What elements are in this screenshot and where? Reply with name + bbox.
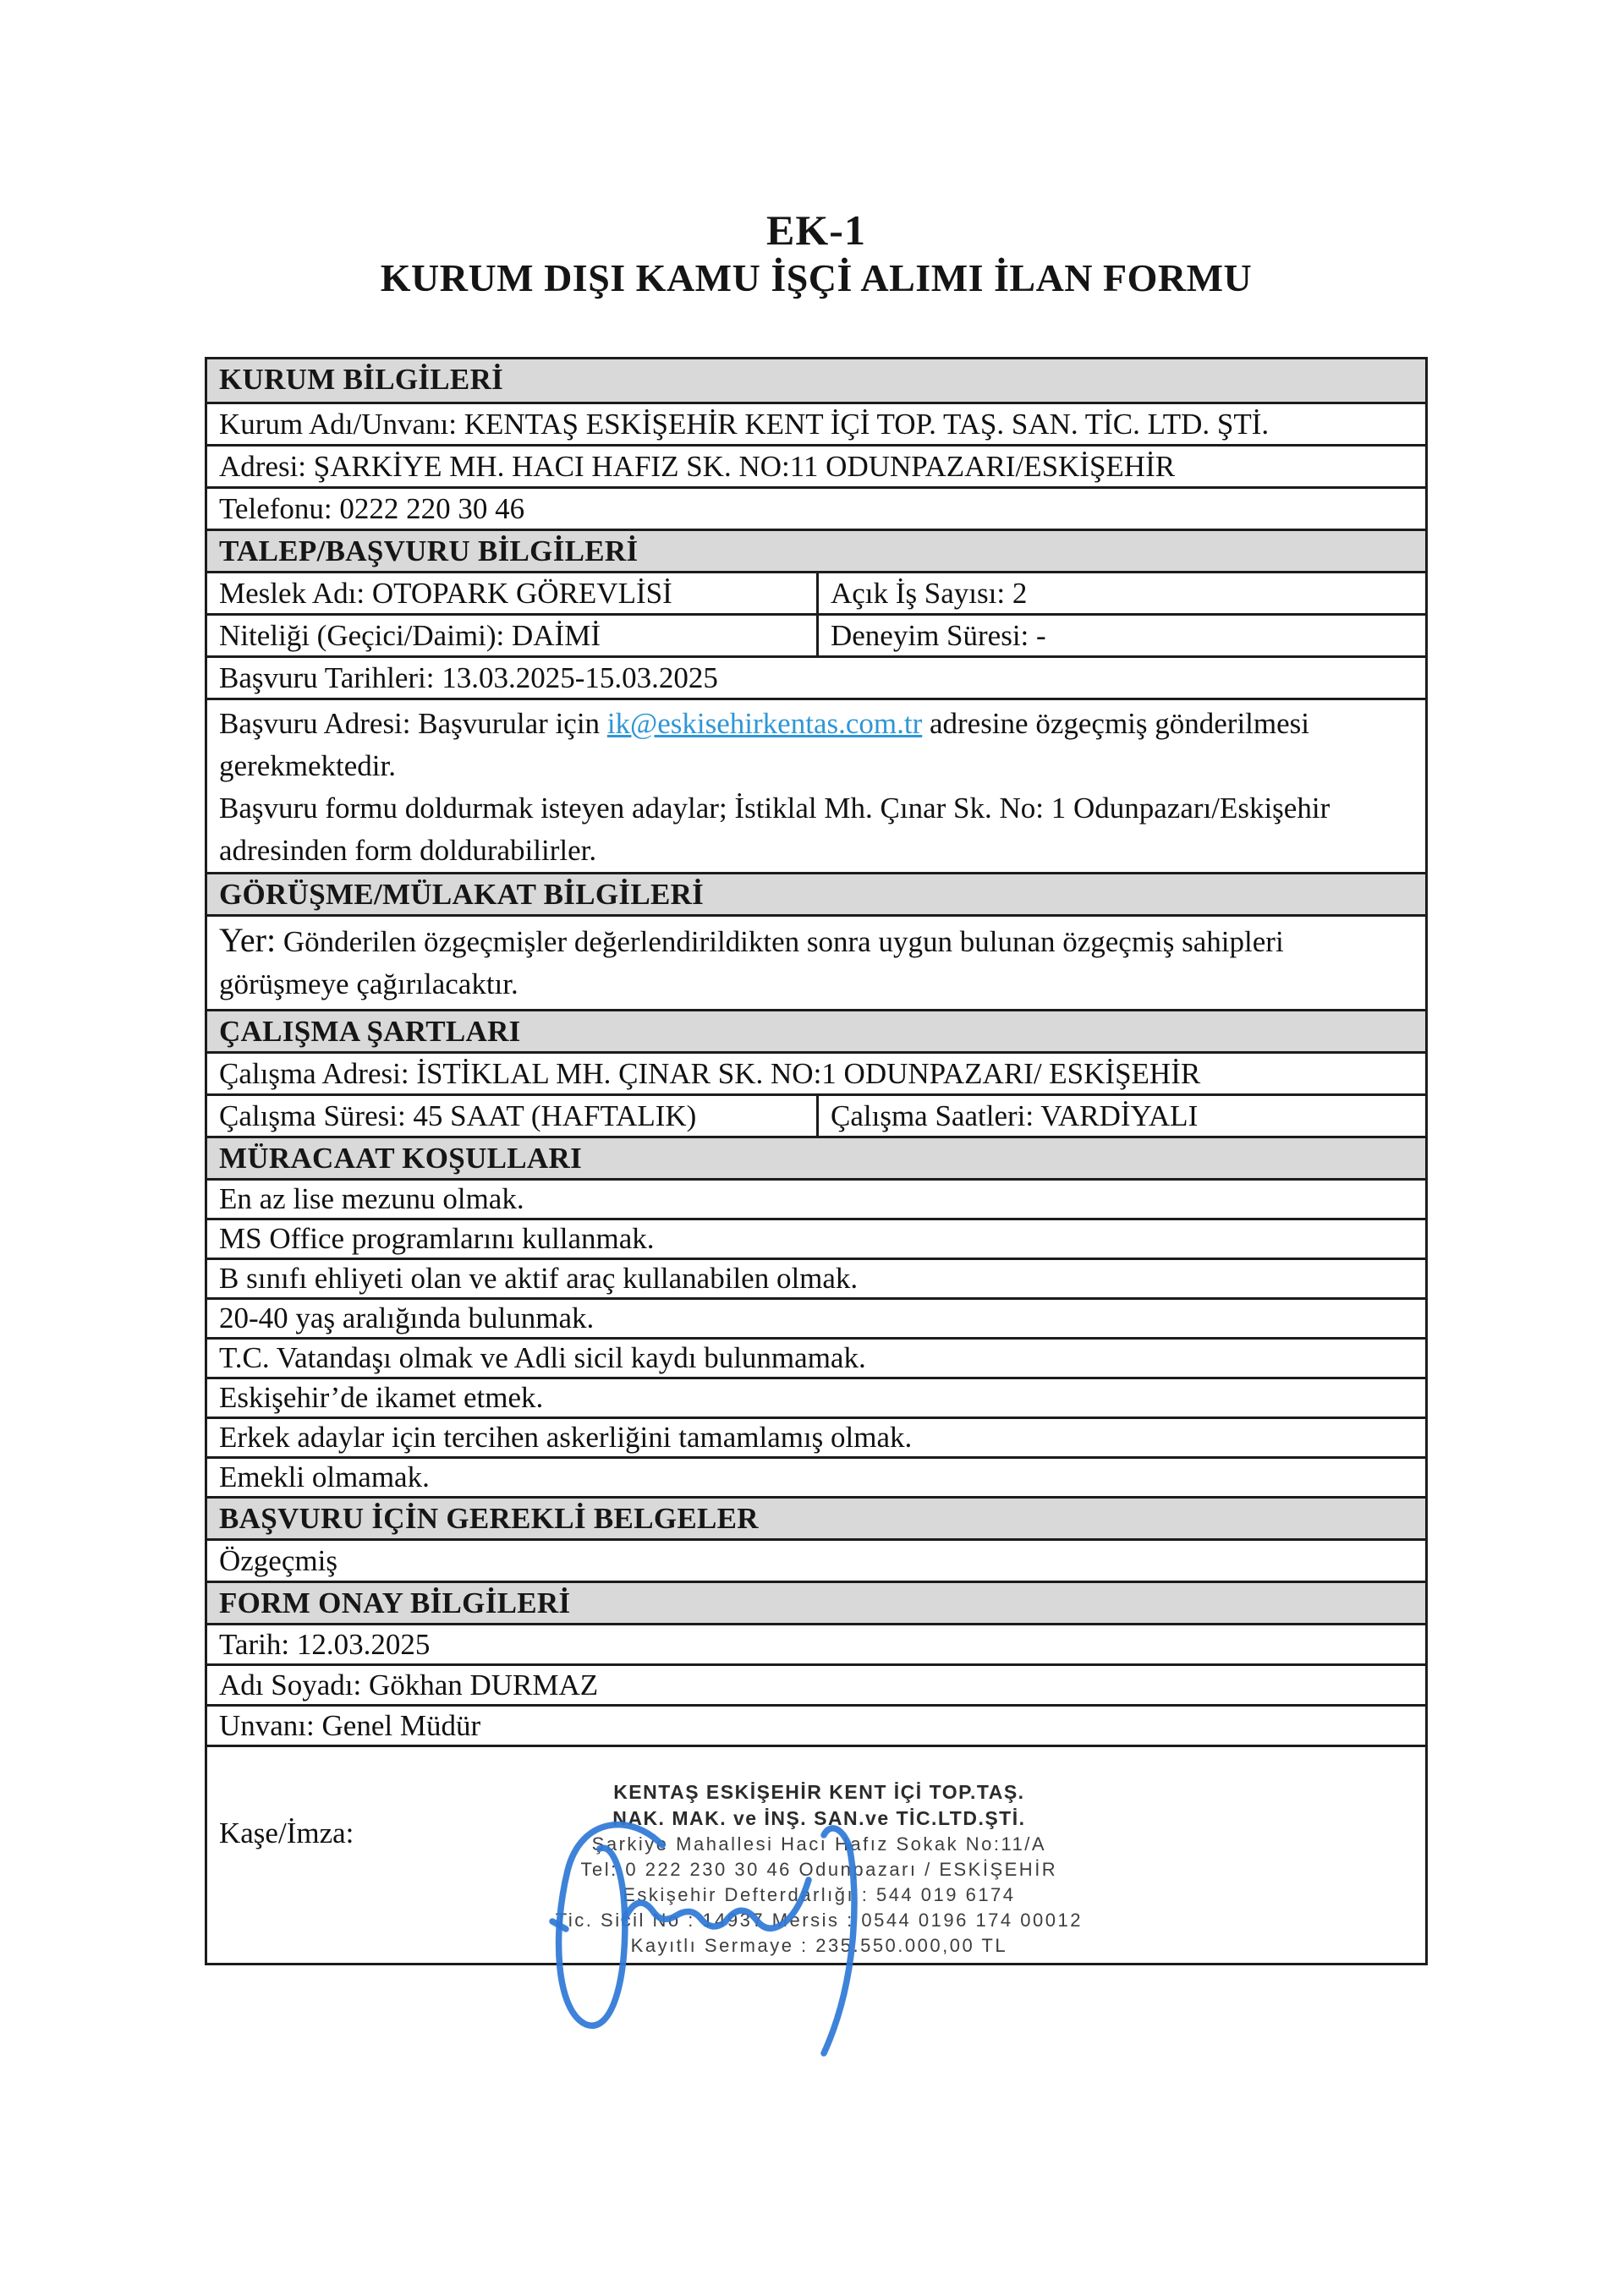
row-adi-soyadi: Adı Soyadı: Gökhan DURMAZ [207, 1663, 1425, 1704]
requirement-row-7: Erkek adaylar için tercihen askerliğini tamamlamış olmak. [207, 1417, 1425, 1456]
cell-acik-is-sayisi: Açık İş Sayısı: 2 [831, 577, 1028, 610]
row-kurum-adi: Kurum Adı/Unvanı: KENTAŞ ESKİŞEHİR KENT İÇİ TOP. TAŞ. SAN. TİC. LTD. ŞTİ. [207, 402, 1425, 444]
yer-label: Yer: [219, 921, 277, 959]
row-adresi: Adresi: ŞARKİYE MH. HACI HAFIZ SK. NO:11 ODUNPAZARI/ESKİŞEHİR [207, 444, 1425, 486]
basvuru-adresi-line2: Başvuru formu doldurmak isteyen adaylar; İstiklal Mh. Çınar Sk. No: 1 Odunpazarı/Eskişehir adresinden form doldurabilirler. [219, 792, 1330, 867]
yer-text: Gönderilen özgeçmişler değerlendirildikten sonra uygun bulunan özgeçmiş sahipleri görüşmeye çağırılacaktır. [219, 925, 1284, 1000]
stamp-line-3: Şarkiye Mahallesi Hacı Hafız Sokak No:11/A [591, 1833, 1047, 1855]
cell-meslek-adi: Meslek Adı: OTOPARK GÖREVLİSİ [207, 573, 819, 613]
row-yer [207, 914, 1425, 1009]
row-tarih: Tarih: 12.03.2025 [207, 1623, 1425, 1663]
requirement-row-8: Emekli olmamak. [207, 1456, 1425, 1496]
requirement-row-2: MS Office programlarını kullanmak. [207, 1218, 1425, 1258]
section-header-talep-basvuru: TALEP/BAŞVURU BİLGİLERİ [207, 529, 1425, 571]
stamp-line-1: KENTAŞ ESKİŞEHİR KENT İÇİ TOP.TAŞ. [613, 1781, 1025, 1803]
row-calisma-suresi-saatleri [207, 1093, 1425, 1136]
form-title-main: KURUM DIŞI KAMU İŞÇİ ALIMI İLAN FORMU [380, 256, 1253, 299]
cell-calisma-suresi: Çalışma Süresi: 45 SAAT (HAFTALIK) [207, 1096, 819, 1136]
row-unvani: Unvanı: Genel Müdür [207, 1704, 1425, 1745]
row-kase-imza [207, 1745, 1425, 1963]
section-header-kurum-bilgileri: KURUM BİLGİLERİ [207, 359, 1425, 402]
basvuru-adresi-suffix: adresine özgeçmiş gönderilmesi gerekmektedir. [219, 707, 1310, 782]
requirement-row-6: Eskişehir’de ikamet etmek. [207, 1377, 1425, 1417]
row-ozgecmis: Özgeçmiş [207, 1538, 1425, 1581]
row-basvuru-tarihleri: Başvuru Tarihleri: 13.03.2025-15.03.2025 [207, 655, 1425, 698]
stamp-line-4: Tel: 0 222 230 30 46 Odunpazarı / ESKİŞEHİR [580, 1859, 1058, 1880]
form-table [205, 357, 1428, 1965]
form-title-ek: EK-1 [766, 206, 866, 254]
cell-deneyim-suresi: Deneyim Süresi: - [831, 619, 1046, 652]
row-telefonu: Telefonu: 0222 220 30 46 [207, 486, 1425, 529]
company-stamp [497, 1747, 1140, 1963]
basvuru-adresi-prefix: Başvuru Adresi: Başvurular için [219, 707, 607, 740]
kase-imza-label: Kaşe/İmza: [219, 1817, 354, 1849]
requirement-row-4: 20-40 yaş aralığında bulunmak. [207, 1297, 1425, 1337]
cell-calisma-saatleri: Çalışma Saatleri: VARDİYALI [831, 1099, 1199, 1132]
requirement-row-3: B sınıfı ehliyeti olan ve aktif araç kullanabilen olmak. [207, 1258, 1425, 1297]
row-niteligi-deneyim [207, 613, 1425, 655]
section-header-muracaat-kosullari: MÜRACAAT KOŞULLARI [207, 1136, 1425, 1178]
section-header-gorusme-mulakat: GÖRÜŞME/MÜLAKAT BİLGİLERİ [207, 872, 1425, 914]
requirement-row-1: En az lise mezunu olmak. [207, 1178, 1425, 1218]
email-link[interactable]: ik@eskisehirkentas.com.tr [606, 707, 923, 740]
stamp-line-2: NAK. MAK. ve İNŞ. SAN.ve TİC.LTD.ŞTİ. [612, 1807, 1026, 1829]
cell-niteligi: Niteliği (Geçici/Daimi): DAİMİ [207, 616, 819, 655]
requirement-row-5: T.C. Vatandaşı olmak ve Adli sicil kaydı bulunmamak. [207, 1337, 1425, 1377]
row-calisma-adresi: Çalışma Adresi: İSTİKLAL MH. ÇINAR SK. NO:1 ODUNPAZARI/ ESKİŞEHİR [207, 1051, 1425, 1093]
section-header-calisma-sartlari: ÇALIŞMA ŞARTLARI [207, 1009, 1425, 1051]
form-title [205, 206, 1428, 303]
row-basvuru-adresi [207, 698, 1425, 872]
stamp-line-6: Tic. Sicil No : 14937 Mersis : 0544 0196 174 00012 [555, 1910, 1083, 1931]
stamp-line-7: Kayıtlı Sermaye : 235.550.000,00 TL [630, 1935, 1008, 1956]
section-header-gerekli-belgeler: BAŞVURU İÇİN GEREKLİ BELGELER [207, 1496, 1425, 1538]
section-header-form-onay: FORM ONAY BİLGİLERİ [207, 1581, 1425, 1623]
stamp-line-5: Eskişehir Defterdarlığı : 544 019 6174 [623, 1884, 1016, 1905]
row-meslek-acik-is [207, 571, 1425, 613]
